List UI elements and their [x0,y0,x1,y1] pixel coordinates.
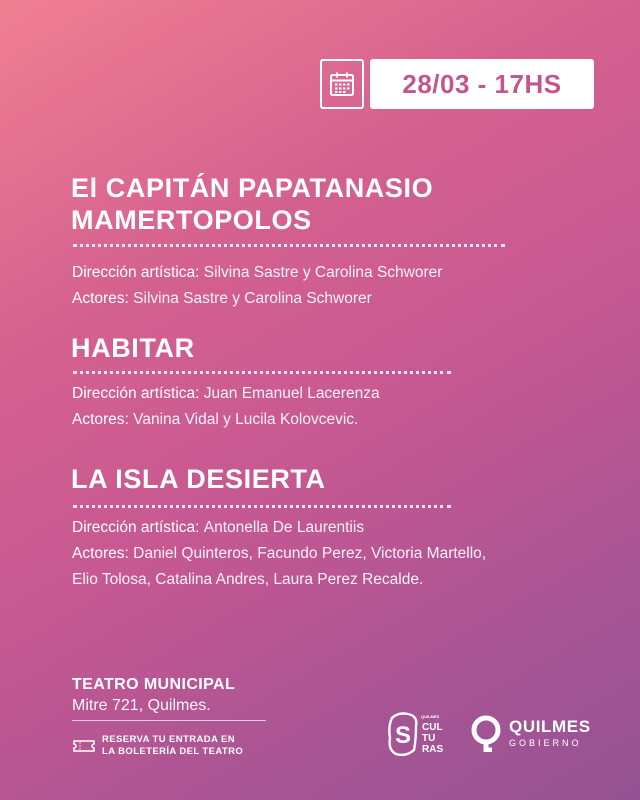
actors-credit [72,410,358,430]
actors-value: Vanina Vidal y Lucila Kolovcevic. [133,411,359,428]
direction-credit [72,263,442,283]
actors-value-line2: Elio Tolosa, Catalina Andres, Laura Perez Recalde. [72,571,424,588]
direction-value: Antonella De Laurentiis [203,519,365,536]
date-header [320,59,594,109]
direction-credit [72,384,380,404]
actors-value: Daniel Quinteros, Facundo Perez, Victoria Martello, [133,545,487,562]
culturas-text-2: TU [422,733,436,744]
direction-label: Dirección artística: [72,264,200,281]
quilmes-gobierno-logo [470,714,591,752]
direction-label: Dirección artística: [72,519,200,536]
actors-credit [72,289,372,309]
reserve-note [102,734,243,758]
quilmes-text: QUILMES [509,716,591,736]
show-title: LA ISLA DESIERTA [71,464,326,494]
culturas-text-3: RAS [422,744,444,755]
direction-value: Juan Emanuel Lacerenza [203,385,380,402]
actors-label: Actores: [72,411,129,428]
calendar-icon-box [320,59,364,109]
direction-label: Dirección artística: [72,385,200,402]
svg-text:S: S [394,722,412,749]
culturas-small-text: QUILMES [421,714,440,719]
actors-credit [72,544,486,564]
dotted-divider [73,371,451,374]
culturas-logo [386,710,458,758]
reserve-line2: LA BOLETERÍA DEL TEATRO [102,746,244,757]
actors-value: Silvina Sastre y Carolina Schworer [133,290,372,307]
actors-label: Actores: [72,545,129,562]
show-title-line2: MAMERTOPOLOS [71,205,312,235]
actors-label: Actores: [72,290,129,307]
direction-credit [72,518,364,538]
venue-name: TEATRO MUNICIPAL [72,676,236,693]
date-badge [370,59,594,109]
culturas-text-1: CUL [422,722,443,733]
date-text: 28/03 - 17HS [402,68,562,99]
show-title: El CAPITÁN PAPATANASIO [71,173,434,203]
quilmes-q-icon [470,714,504,752]
calendar-icon [329,71,355,97]
ticket-icon [73,739,95,753]
venue-divider [72,720,266,721]
direction-value: Silvina Sastre y Carolina Schworer [203,264,443,281]
actors-credit-line2 [72,570,423,590]
gobierno-text: GOBIERNO [509,737,582,748]
reserve-line1: RESERVA TU ENTRADA EN [102,734,235,745]
dotted-divider [73,244,505,247]
show-title: HABITAR [71,333,195,363]
dotted-divider [73,505,451,508]
venue-address: Mitre 721, Quilmes. [72,697,211,714]
